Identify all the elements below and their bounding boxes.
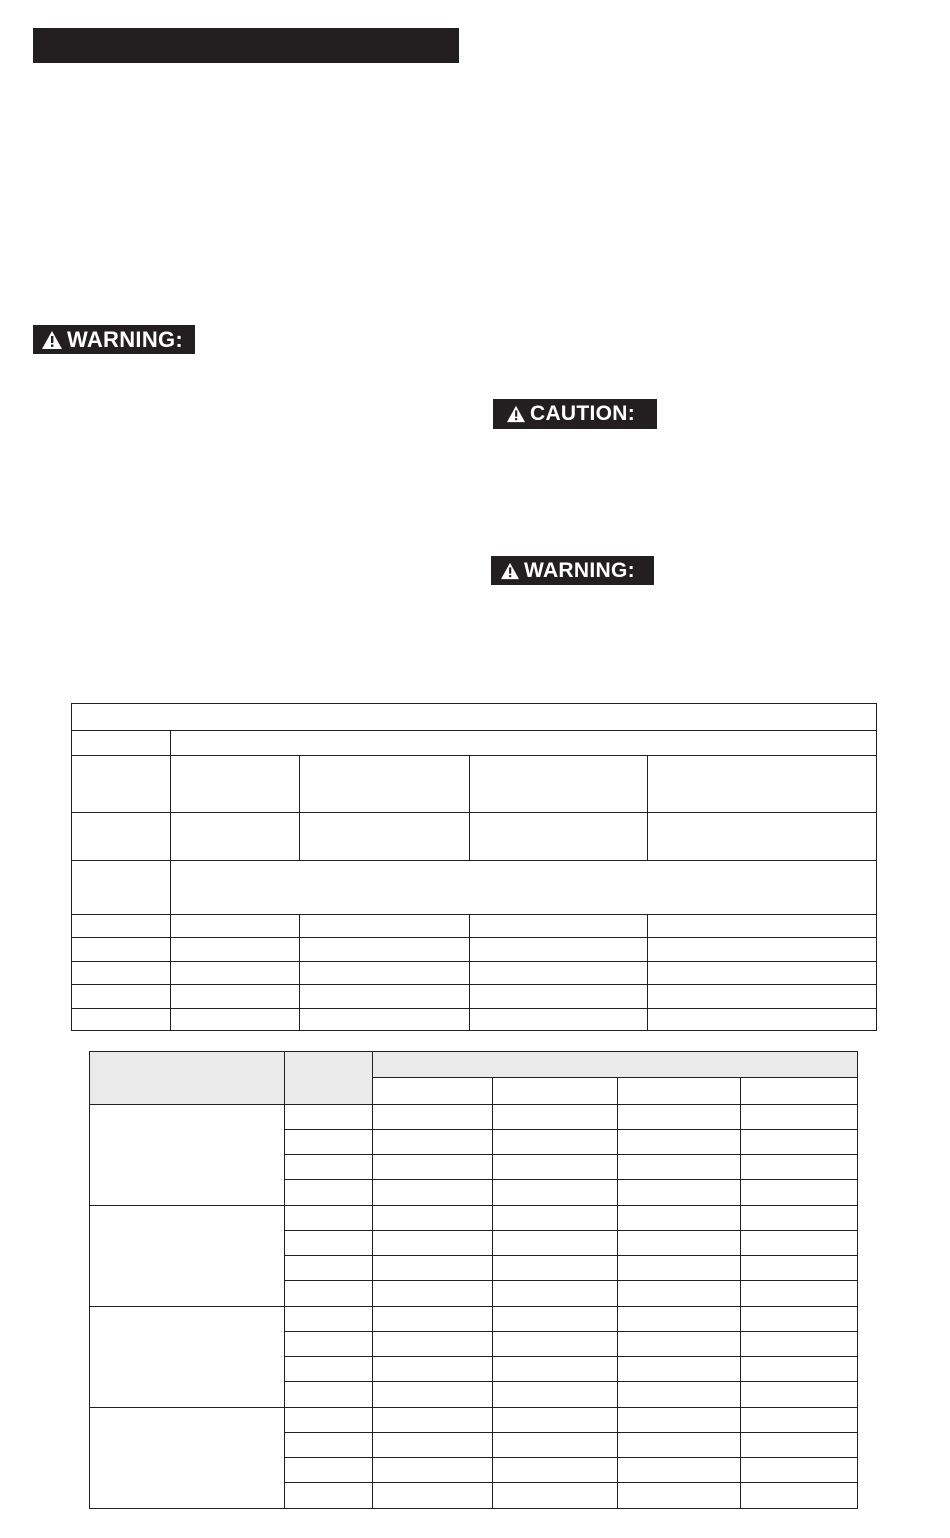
warning-triangle-icon	[41, 330, 63, 350]
warning-badge-top	[33, 325, 195, 354]
table-header-row	[90, 1052, 858, 1078]
table-row	[72, 731, 877, 756]
table-row	[72, 704, 877, 731]
table-row	[90, 1206, 858, 1231]
caution-badge	[493, 399, 657, 429]
table-row	[90, 1105, 858, 1130]
table-row	[72, 813, 877, 861]
table-row	[90, 1408, 858, 1433]
table-row	[72, 756, 877, 813]
table-row	[72, 962, 877, 985]
extension-cord-table	[71, 703, 877, 1031]
table-row	[90, 1307, 858, 1332]
table-row	[72, 985, 877, 1009]
warning-badge-label: WARNING:	[524, 558, 635, 582]
warning-badge-label: WARNING:	[67, 326, 184, 352]
table-row	[72, 1009, 877, 1031]
warning-triangle-icon	[500, 562, 520, 580]
warning-triangle-icon	[506, 405, 526, 423]
caution-badge-label: CAUTION:	[530, 402, 636, 425]
warning-badge-bottom	[491, 556, 654, 585]
table-row	[72, 938, 877, 962]
grouped-spec-table	[89, 1051, 858, 1509]
table-row	[72, 915, 877, 938]
table-row	[72, 861, 877, 915]
section-title-bar	[33, 28, 459, 63]
